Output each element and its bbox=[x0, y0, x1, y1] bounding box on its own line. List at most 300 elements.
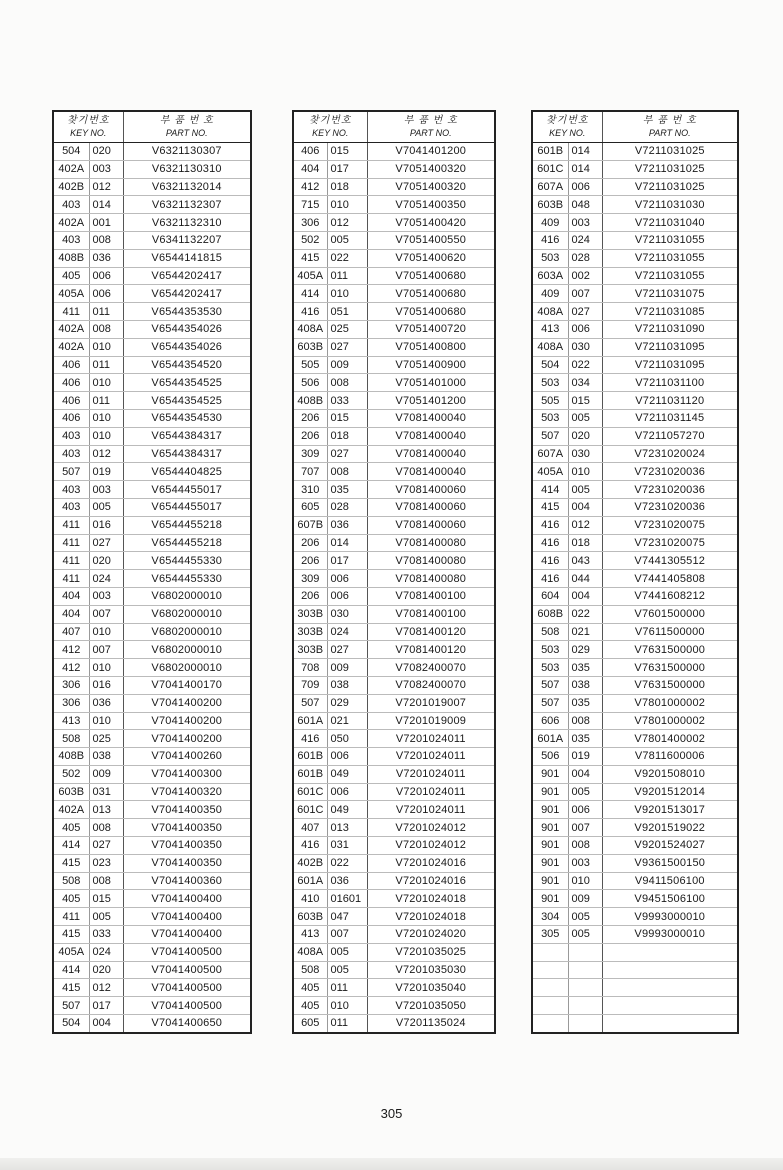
part-number-cell: V7231020036 bbox=[602, 463, 738, 481]
table-row bbox=[293, 605, 495, 623]
part-number-cell: V7211031095 bbox=[602, 356, 738, 374]
part-number-cell: V7051401200 bbox=[367, 392, 495, 410]
table-row bbox=[532, 214, 738, 232]
table-row bbox=[532, 890, 738, 908]
table-row bbox=[53, 641, 251, 659]
table-row bbox=[532, 641, 738, 659]
table-row bbox=[293, 534, 495, 552]
part-number-cell: V9201519022 bbox=[602, 819, 738, 837]
key-group-cell: 402A bbox=[53, 338, 89, 356]
key-number-cell: 006 bbox=[327, 570, 367, 588]
table-row bbox=[293, 587, 495, 605]
table-row bbox=[293, 409, 495, 427]
key-group-cell: 601B bbox=[532, 143, 568, 161]
table-row bbox=[293, 908, 495, 926]
part-number-cell: V7441305512 bbox=[602, 552, 738, 570]
table-row bbox=[53, 961, 251, 979]
key-number-cell: 003 bbox=[89, 160, 123, 178]
key-group-cell: 901 bbox=[532, 854, 568, 872]
key-group-cell: 405 bbox=[53, 267, 89, 285]
key-number-cell: 012 bbox=[89, 445, 123, 463]
key-group-cell: 403 bbox=[53, 481, 89, 499]
table-row bbox=[532, 872, 738, 890]
key-no-header-english: KEY NO. bbox=[549, 128, 586, 138]
part-number-cell: V7081400080 bbox=[367, 570, 495, 588]
key-number-cell: 012 bbox=[568, 516, 602, 534]
key-group-cell bbox=[532, 997, 568, 1015]
part-number-cell: V7041400170 bbox=[123, 676, 251, 694]
key-group-cell: 901 bbox=[532, 837, 568, 855]
key-number-cell: 016 bbox=[89, 516, 123, 534]
table-row bbox=[293, 160, 495, 178]
key-number-cell: 007 bbox=[568, 819, 602, 837]
key-number-cell: 034 bbox=[568, 374, 602, 392]
part-number-cell: V7231020075 bbox=[602, 516, 738, 534]
key-group-cell: 507 bbox=[53, 463, 89, 481]
key-number-cell: 006 bbox=[568, 801, 602, 819]
table-row bbox=[532, 481, 738, 499]
part-number-cell: V7631500000 bbox=[602, 676, 738, 694]
key-group-cell: 503 bbox=[532, 641, 568, 659]
key-group-cell: 415 bbox=[532, 498, 568, 516]
key-group-cell: 405 bbox=[53, 819, 89, 837]
part-number-cell: V7051400680 bbox=[367, 285, 495, 303]
key-group-cell: 901 bbox=[532, 783, 568, 801]
table-row bbox=[53, 285, 251, 303]
part-number-cell: V7051400320 bbox=[367, 178, 495, 196]
table-row bbox=[53, 463, 251, 481]
key-group-cell: 405A bbox=[53, 943, 89, 961]
table-row bbox=[293, 231, 495, 249]
part-number-cell: V7811600006 bbox=[602, 748, 738, 766]
part-number-cell: V7201024011 bbox=[367, 748, 495, 766]
key-group-cell: 412 bbox=[53, 659, 89, 677]
part-number-cell: V7041401200 bbox=[367, 143, 495, 161]
key-number-cell: 010 bbox=[327, 997, 367, 1015]
table-row bbox=[53, 890, 251, 908]
part-number-cell: V7601500000 bbox=[602, 605, 738, 623]
key-group-cell: 607A bbox=[532, 178, 568, 196]
key-number-cell: 005 bbox=[327, 961, 367, 979]
part-number-cell: V9361500150 bbox=[602, 854, 738, 872]
part-number-cell: V7231020024 bbox=[602, 445, 738, 463]
key-number-cell: 004 bbox=[568, 765, 602, 783]
table-row bbox=[532, 854, 738, 872]
part-number-cell: V7041400500 bbox=[123, 943, 251, 961]
part-number-cell: V7201019007 bbox=[367, 694, 495, 712]
key-number-cell bbox=[568, 943, 602, 961]
table-row bbox=[532, 605, 738, 623]
key-number-cell: 006 bbox=[327, 783, 367, 801]
table-row bbox=[293, 783, 495, 801]
key-number-cell: 029 bbox=[327, 694, 367, 712]
table-row bbox=[53, 498, 251, 516]
key-number-cell: 024 bbox=[327, 623, 367, 641]
key-group-cell: 403 bbox=[53, 445, 89, 463]
part-number-cell: V6341132207 bbox=[123, 231, 251, 249]
key-number-cell: 005 bbox=[89, 908, 123, 926]
key-number-cell: 009 bbox=[327, 659, 367, 677]
part-number-cell: V7211031040 bbox=[602, 214, 738, 232]
parts-table-middle bbox=[292, 110, 496, 1034]
key-number-cell: 031 bbox=[89, 783, 123, 801]
table-row bbox=[532, 943, 738, 961]
key-number-cell: 005 bbox=[89, 498, 123, 516]
key-group-cell: 413 bbox=[53, 712, 89, 730]
part-number-cell: V7801400002 bbox=[602, 730, 738, 748]
key-group-cell: 303B bbox=[293, 623, 327, 641]
key-number-cell: 007 bbox=[568, 285, 602, 303]
table-row bbox=[532, 1015, 738, 1033]
table-row bbox=[532, 961, 738, 979]
key-number-cell: 030 bbox=[327, 605, 367, 623]
part-number-cell: V7081400060 bbox=[367, 481, 495, 499]
part-number-cell: V7211057270 bbox=[602, 427, 738, 445]
part-number-cell: V7081400040 bbox=[367, 445, 495, 463]
key-number-cell: 013 bbox=[89, 801, 123, 819]
key-number-cell: 043 bbox=[568, 552, 602, 570]
key-group-cell: 416 bbox=[532, 552, 568, 570]
key-group-cell: 411 bbox=[53, 516, 89, 534]
key-number-cell: 027 bbox=[568, 303, 602, 321]
part-number-cell bbox=[602, 979, 738, 997]
key-group-cell: 403 bbox=[53, 196, 89, 214]
key-group-cell: 601B bbox=[293, 748, 327, 766]
key-number-cell: 006 bbox=[89, 267, 123, 285]
key-number-cell: 018 bbox=[568, 534, 602, 552]
key-group-cell: 407 bbox=[293, 819, 327, 837]
key-number-cell: 018 bbox=[327, 427, 367, 445]
key-number-cell bbox=[568, 979, 602, 997]
part-no-header bbox=[602, 111, 738, 143]
key-group-cell: 504 bbox=[532, 356, 568, 374]
part-number-cell: V7081400060 bbox=[367, 498, 495, 516]
part-number-cell: V7051400800 bbox=[367, 338, 495, 356]
table-row bbox=[293, 285, 495, 303]
part-number-cell: V7201035025 bbox=[367, 943, 495, 961]
key-group-cell: 505 bbox=[532, 392, 568, 410]
key-group-cell: 415 bbox=[53, 854, 89, 872]
key-number-cell: 030 bbox=[568, 338, 602, 356]
part-number-cell: V6544354530 bbox=[123, 409, 251, 427]
table-row bbox=[532, 445, 738, 463]
table-row bbox=[53, 303, 251, 321]
table-row bbox=[532, 676, 738, 694]
key-group-cell: 715 bbox=[293, 196, 327, 214]
table-row bbox=[53, 481, 251, 499]
table-row bbox=[293, 659, 495, 677]
key-no-header bbox=[532, 111, 602, 143]
key-number-cell: 008 bbox=[89, 320, 123, 338]
table-row bbox=[532, 320, 738, 338]
part-number-cell: V7211031025 bbox=[602, 160, 738, 178]
key-group-cell: 305 bbox=[532, 926, 568, 944]
key-group-cell: 603B bbox=[293, 338, 327, 356]
key-group-cell: 413 bbox=[532, 320, 568, 338]
table-row bbox=[53, 178, 251, 196]
key-group-cell: 413 bbox=[293, 926, 327, 944]
key-number-cell: 001 bbox=[89, 214, 123, 232]
part-number-cell: V6802000010 bbox=[123, 641, 251, 659]
part-number-cell: V7631500000 bbox=[602, 641, 738, 659]
part-number-cell: V7201024011 bbox=[367, 783, 495, 801]
table-header-row bbox=[53, 111, 251, 143]
part-number-cell: V7201024020 bbox=[367, 926, 495, 944]
key-group-cell: 414 bbox=[293, 285, 327, 303]
part-number-cell: V7041400400 bbox=[123, 926, 251, 944]
table-row bbox=[293, 498, 495, 516]
key-number-cell: 007 bbox=[327, 926, 367, 944]
key-number-cell: 003 bbox=[89, 587, 123, 605]
key-group-cell: 416 bbox=[532, 231, 568, 249]
part-number-cell: V7201019009 bbox=[367, 712, 495, 730]
table-row bbox=[293, 392, 495, 410]
key-number-cell: 010 bbox=[568, 463, 602, 481]
part-number-cell: V7081400100 bbox=[367, 587, 495, 605]
table-row bbox=[53, 659, 251, 677]
part-number-cell: V7041400400 bbox=[123, 908, 251, 926]
table-row bbox=[293, 445, 495, 463]
key-number-cell: 010 bbox=[568, 872, 602, 890]
key-number-cell: 008 bbox=[89, 819, 123, 837]
key-no-header-korean: 찾기번호 bbox=[308, 115, 352, 126]
key-number-cell: 003 bbox=[89, 481, 123, 499]
key-group-cell: 206 bbox=[293, 534, 327, 552]
key-group-cell: 707 bbox=[293, 463, 327, 481]
key-number-cell bbox=[568, 997, 602, 1015]
key-number-cell: 027 bbox=[89, 534, 123, 552]
key-number-cell: 048 bbox=[568, 196, 602, 214]
key-group-cell: 403 bbox=[53, 427, 89, 445]
parts-table-left bbox=[52, 110, 252, 1034]
key-number-cell: 011 bbox=[89, 356, 123, 374]
table-row bbox=[293, 623, 495, 641]
table-row bbox=[53, 231, 251, 249]
part-number-cell: V7201024016 bbox=[367, 872, 495, 890]
key-number-cell: 005 bbox=[568, 926, 602, 944]
key-number-cell: 027 bbox=[89, 837, 123, 855]
part-number-cell: V6544354026 bbox=[123, 338, 251, 356]
key-group-cell: 206 bbox=[293, 552, 327, 570]
table-row bbox=[53, 854, 251, 872]
key-number-cell: 009 bbox=[568, 890, 602, 908]
part-number-cell: V7051400420 bbox=[367, 214, 495, 232]
table-row bbox=[293, 320, 495, 338]
table-row bbox=[532, 463, 738, 481]
part-number-cell: V6802000010 bbox=[123, 587, 251, 605]
key-number-cell: 024 bbox=[568, 231, 602, 249]
table-row bbox=[532, 552, 738, 570]
key-group-cell: 507 bbox=[532, 676, 568, 694]
table-row bbox=[53, 623, 251, 641]
part-number-cell: V7051400550 bbox=[367, 231, 495, 249]
key-number-cell: 019 bbox=[568, 748, 602, 766]
part-number-cell: V6544141815 bbox=[123, 249, 251, 267]
part-no-header-korean: 부 품 번 호 bbox=[159, 115, 214, 126]
part-number-cell: V7201024016 bbox=[367, 854, 495, 872]
part-number-cell: V7082400070 bbox=[367, 659, 495, 677]
key-group-cell: 411 bbox=[53, 303, 89, 321]
part-number-cell: V6802000010 bbox=[123, 605, 251, 623]
table-row bbox=[532, 498, 738, 516]
table-row bbox=[532, 748, 738, 766]
table-header-row bbox=[293, 111, 495, 143]
part-number-cell: V7441405808 bbox=[602, 570, 738, 588]
key-group-cell: 402A bbox=[53, 320, 89, 338]
key-group-cell: 405 bbox=[293, 997, 327, 1015]
key-group-cell: 503 bbox=[532, 409, 568, 427]
key-number-cell: 023 bbox=[89, 854, 123, 872]
part-number-cell: V6802000010 bbox=[123, 659, 251, 677]
part-number-cell: V6321132014 bbox=[123, 178, 251, 196]
key-number-cell: 004 bbox=[568, 498, 602, 516]
key-group-cell: 901 bbox=[532, 765, 568, 783]
key-number-cell bbox=[568, 1015, 602, 1033]
table-row bbox=[293, 427, 495, 445]
table-row bbox=[532, 712, 738, 730]
table-row bbox=[53, 570, 251, 588]
table-row bbox=[532, 819, 738, 837]
key-number-cell: 010 bbox=[89, 659, 123, 677]
key-group-cell: 414 bbox=[53, 961, 89, 979]
table-row bbox=[293, 570, 495, 588]
table-row bbox=[53, 143, 251, 161]
key-group-cell: 607B bbox=[293, 516, 327, 534]
table-row bbox=[293, 979, 495, 997]
key-number-cell: 008 bbox=[568, 712, 602, 730]
part-number-cell: V7801000002 bbox=[602, 694, 738, 712]
part-number-cell: V6802000010 bbox=[123, 623, 251, 641]
part-number-cell: V6544384317 bbox=[123, 427, 251, 445]
part-number-cell: V7201024018 bbox=[367, 908, 495, 926]
table-row bbox=[293, 694, 495, 712]
part-number-cell: V7201035050 bbox=[367, 997, 495, 1015]
key-group-cell: 402A bbox=[53, 160, 89, 178]
part-number-cell: V7081400100 bbox=[367, 605, 495, 623]
key-no-header-english: KEY NO. bbox=[70, 128, 107, 138]
table-row bbox=[532, 374, 738, 392]
key-group-cell: 404 bbox=[53, 605, 89, 623]
key-group-cell: 408A bbox=[532, 338, 568, 356]
part-number-cell: V7081400120 bbox=[367, 641, 495, 659]
part-number-cell: V7211031055 bbox=[602, 249, 738, 267]
table-row bbox=[532, 356, 738, 374]
part-number-cell: V9201508010 bbox=[602, 765, 738, 783]
part-number-cell: V6544202417 bbox=[123, 267, 251, 285]
part-number-cell: V7441608212 bbox=[602, 587, 738, 605]
key-group-cell: 508 bbox=[532, 623, 568, 641]
table-row bbox=[293, 374, 495, 392]
key-number-cell: 014 bbox=[568, 160, 602, 178]
table-row bbox=[53, 196, 251, 214]
part-number-cell: V7081400040 bbox=[367, 427, 495, 445]
table-row bbox=[532, 392, 738, 410]
key-no-header-korean: 찾기번호 bbox=[66, 115, 110, 126]
key-group-cell: 605 bbox=[293, 498, 327, 516]
part-number-cell: V6544404825 bbox=[123, 463, 251, 481]
key-group-cell: 408B bbox=[53, 748, 89, 766]
key-group-cell bbox=[532, 943, 568, 961]
key-number-cell: 005 bbox=[327, 231, 367, 249]
key-number-cell: 022 bbox=[327, 249, 367, 267]
table-row bbox=[53, 872, 251, 890]
key-number-cell: 015 bbox=[568, 392, 602, 410]
part-number-cell: V9201513017 bbox=[602, 801, 738, 819]
key-group-cell: 601B bbox=[293, 765, 327, 783]
key-group-cell: 309 bbox=[293, 445, 327, 463]
table-row bbox=[293, 801, 495, 819]
key-group-cell: 502 bbox=[293, 231, 327, 249]
table-row bbox=[293, 249, 495, 267]
part-no-header-english: PART NO. bbox=[165, 128, 208, 138]
key-number-cell: 010 bbox=[89, 712, 123, 730]
part-number-cell: V7201024011 bbox=[367, 730, 495, 748]
key-number-cell: 036 bbox=[327, 872, 367, 890]
table-row bbox=[53, 249, 251, 267]
key-number-cell: 007 bbox=[89, 605, 123, 623]
part-number-cell: V6544354520 bbox=[123, 356, 251, 374]
table-header-row bbox=[532, 111, 738, 143]
part-no-header-english: PART NO. bbox=[409, 128, 452, 138]
key-number-cell: 005 bbox=[568, 783, 602, 801]
table-row bbox=[53, 694, 251, 712]
key-group-cell: 504 bbox=[53, 1015, 89, 1033]
table-row bbox=[53, 338, 251, 356]
part-number-cell: V6544455330 bbox=[123, 570, 251, 588]
key-group-cell: 503 bbox=[532, 374, 568, 392]
part-number-cell: V7231020036 bbox=[602, 481, 738, 499]
part-number-cell: V7211031055 bbox=[602, 267, 738, 285]
key-number-cell: 035 bbox=[568, 730, 602, 748]
key-number-cell: 012 bbox=[89, 178, 123, 196]
part-number-cell: V7211031025 bbox=[602, 178, 738, 196]
key-group-cell: 411 bbox=[53, 570, 89, 588]
table-row bbox=[53, 392, 251, 410]
key-group-cell: 601A bbox=[293, 712, 327, 730]
key-number-cell: 006 bbox=[89, 285, 123, 303]
key-group-cell: 708 bbox=[293, 659, 327, 677]
key-number-cell: 011 bbox=[89, 303, 123, 321]
part-number-cell: V9993000010 bbox=[602, 926, 738, 944]
key-group-cell: 403 bbox=[53, 231, 89, 249]
part-number-cell: V6321130307 bbox=[123, 143, 251, 161]
key-number-cell: 049 bbox=[327, 765, 367, 783]
table-row bbox=[53, 997, 251, 1015]
part-number-cell: V7201024011 bbox=[367, 765, 495, 783]
part-number-cell: V6544384317 bbox=[123, 445, 251, 463]
key-number-cell bbox=[568, 961, 602, 979]
key-group-cell: 402A bbox=[53, 214, 89, 232]
key-number-cell: 015 bbox=[327, 409, 367, 427]
part-number-cell: V7231020036 bbox=[602, 498, 738, 516]
key-number-cell: 010 bbox=[327, 285, 367, 303]
key-number-cell: 020 bbox=[89, 552, 123, 570]
part-number-cell bbox=[602, 961, 738, 979]
key-no-header bbox=[53, 111, 123, 143]
key-number-cell: 008 bbox=[89, 872, 123, 890]
key-group-cell: 606 bbox=[532, 712, 568, 730]
key-group-cell: 503 bbox=[532, 659, 568, 677]
part-number-cell: V7611500000 bbox=[602, 623, 738, 641]
table-row bbox=[532, 409, 738, 427]
table-row bbox=[532, 534, 738, 552]
key-number-cell: 049 bbox=[327, 801, 367, 819]
key-number-cell: 017 bbox=[89, 997, 123, 1015]
table-row bbox=[532, 765, 738, 783]
page-number: 305 bbox=[380, 1106, 403, 1121]
table-row bbox=[293, 890, 495, 908]
part-number-cell: V7041400200 bbox=[123, 712, 251, 730]
